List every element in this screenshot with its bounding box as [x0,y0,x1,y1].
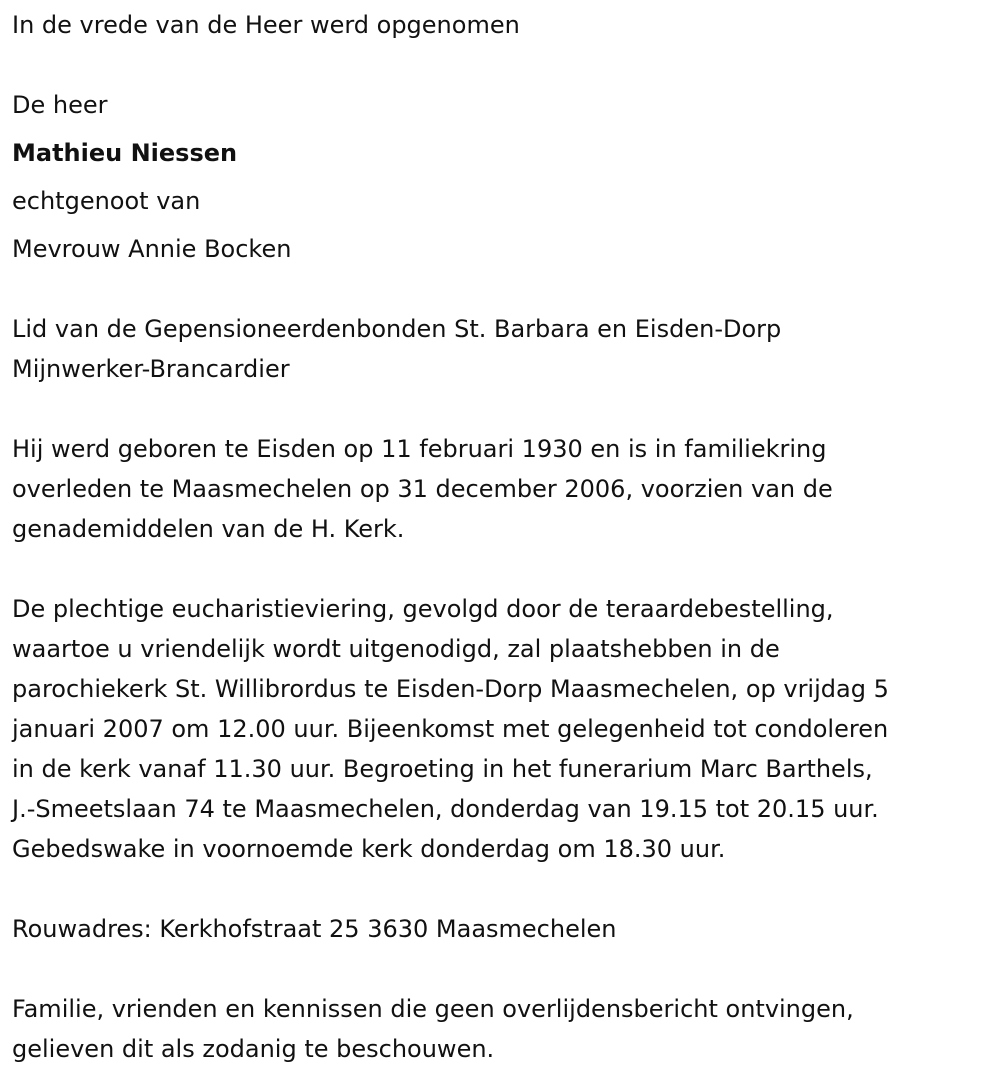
text-line: Hij werd geboren te Eisden op 11 februari 1930 en is in familiekring [12,435,827,463]
spouse-name: Mevrouw Annie Bocken [12,235,292,263]
deceased-name: Mathieu Niessen [12,139,238,167]
text-line: De plechtige eucharistieviering, gevolgd door de teraardebestelling, [12,595,834,623]
text-line: parochiekerk St. Willibrordus te Eisden-Dorp Maasmechelen, op vrijdag 5 [12,675,889,703]
text-line: Familie, vrienden en kennissen die geen overlijdensbericht ontvingen, [12,995,854,1023]
membership-paragraph [12,309,1000,389]
text-line: overleden te Maasmechelen op 31 december 2006, voorzien van de [12,475,833,503]
text-line: januari 2007 om 12.00 uur. Bijeenkomst met gelegenheid tot condoleren [12,715,889,743]
ceremony-paragraph [12,589,1000,869]
text-line: Gebedswake in voornoemde kerk donderdag om 18.30 uur. [12,835,726,863]
text-line: genademiddelen van de H. Kerk. [12,515,405,543]
text-line: J.-Smeetslaan 74 te Maasmechelen, donderdag van 19.15 tot 20.15 uur. [12,795,879,823]
closing-paragraph [12,989,1000,1069]
name-block [12,81,1000,273]
relation-line: echtgenoot van [12,187,201,215]
address-paragraph [12,909,1000,949]
intro-line: In de vrede van de Heer werd opgenomen [12,11,520,39]
title-line: De heer [12,91,108,119]
intro-paragraph [12,5,1000,45]
text-line: in de kerk vanaf 11.30 uur. Begroeting in het funerarium Marc Barthels, [12,755,873,783]
text-line: Mijnwerker-Brancardier [12,355,290,383]
text-line: Lid van de Gepensioneerdenbonden St. Barbara en Eisden-Dorp [12,315,782,343]
birth-death-paragraph [12,429,1000,549]
text-line: gelieven dit als zodanig te beschouwen. [12,1035,495,1063]
text-line: waartoe u vriendelijk wordt uitgenodigd, zal plaatshebben in de [12,635,780,663]
mourning-address: Rouwadres: Kerkhofstraat 25 3630 Maasmechelen [12,915,617,943]
